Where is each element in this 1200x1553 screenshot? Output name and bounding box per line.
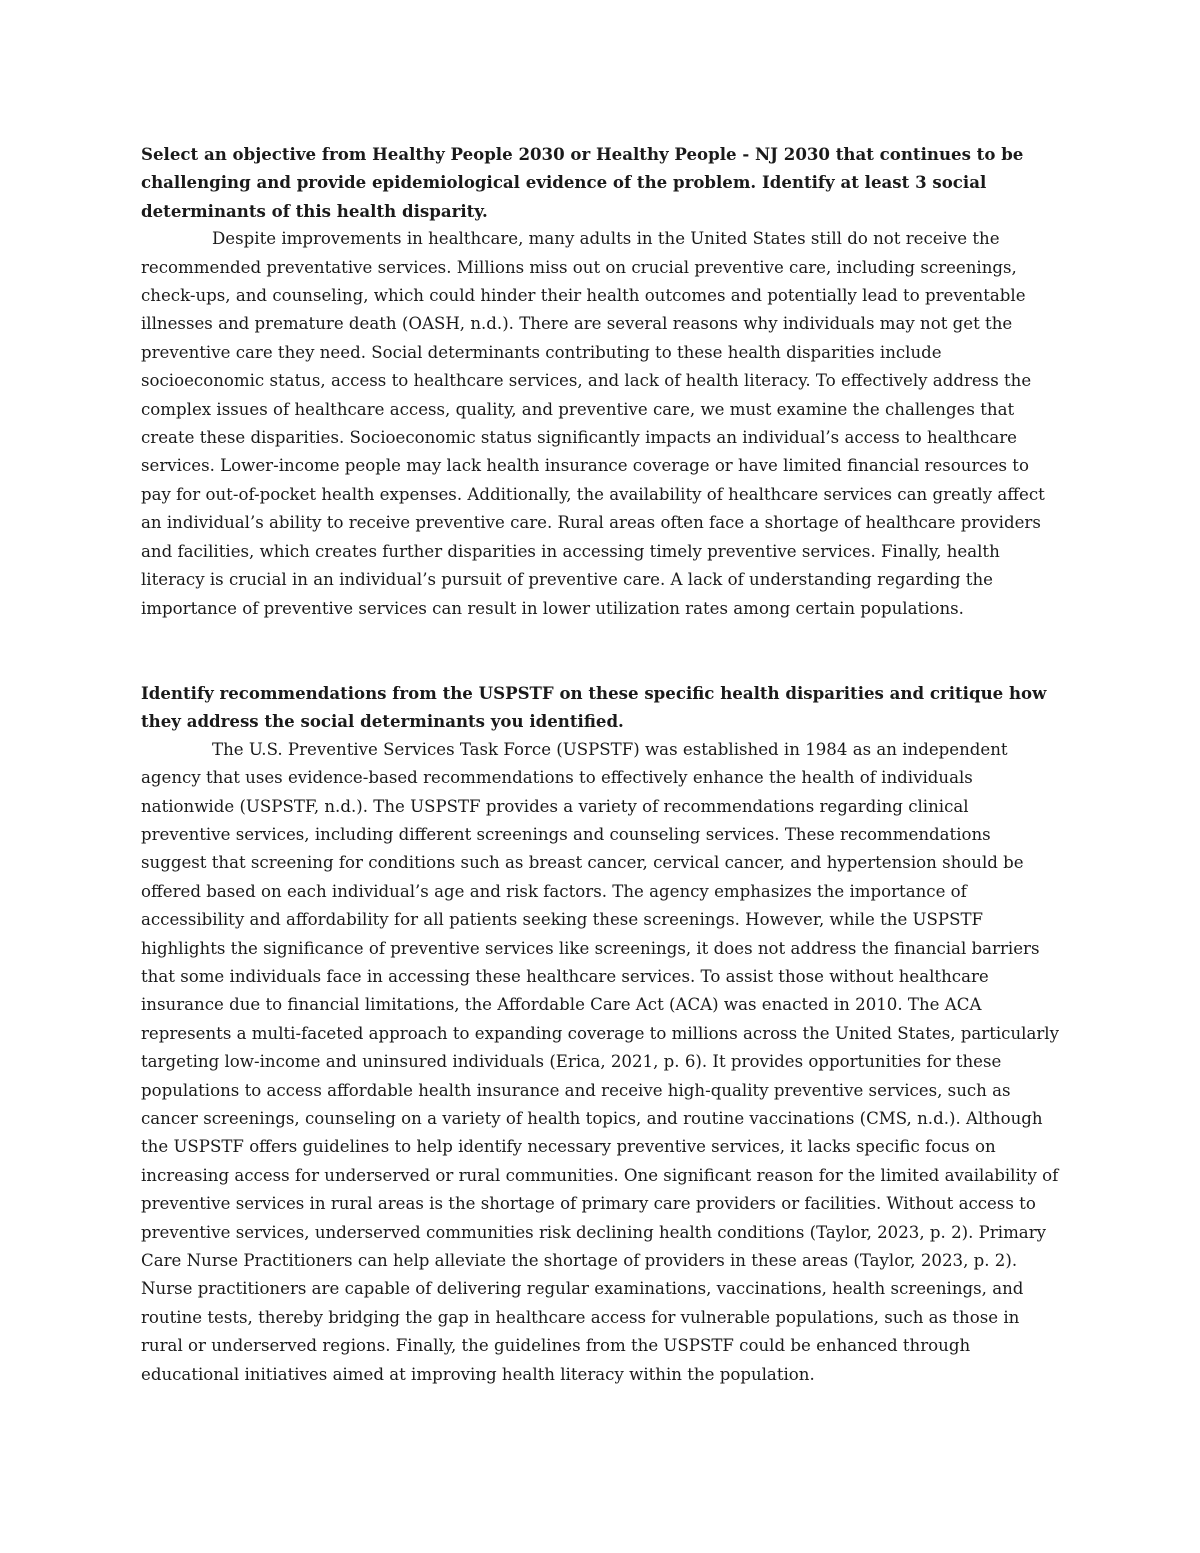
section-objective [141, 140, 1061, 623]
document-page [141, 140, 1061, 1389]
section-heading: Select an objective from Healthy People 2030 or Healthy People - NJ 2030 that continues to be challenging and provide epidemiological evidence of the problem. Identify at least 3 social determinants of this health disparity. [141, 144, 1024, 221]
section-body: Despite improvements in healthcare, many adults in the United States still do not receive the recommended preventative services. Millions miss out on crucial preventive care, including screenings, check-ups, and counseling, which could hinder their health outcomes and potentially lead to preventable illnesses and premature death (OASH, n.d.). There are several reasons why individuals may not get the preventive care they need. Social determinants contributing to these health disparities include socioeconomic status, access to healthcare services, and lack of health literacy. To effectively address the complex issues of healthcare access, quality, and preventive care, we must examine the challenges that create these disparities. Socioeconomic status significantly impacts an individual’s access to healthcare services. Lower-income people may lack health insurance coverage or have limited financial resources to pay for out-of-pocket health expenses. Additionally, the availability of healthcare services can greatly affect an individual’s ability to receive preventive care. Rural areas often face a shortage of healthcare providers and facilities, which creates further disparities in accessing timely preventive services. Finally, health literacy is crucial in an individual’s pursuit of preventive care. A lack of understanding regarding the importance of preventive services can result in lower utilization rates among certain populations. [141, 229, 1045, 618]
section-heading: Identify recommendations from the USPSTF on these specific health disparities and critique how they address the social determinants you identified. [141, 682, 1047, 732]
section-recommendations [141, 679, 1061, 1389]
section-spacer [141, 623, 1061, 679]
section-body: The U.S. Preventive Services Task Force (USPSTF) was established in 1984 as an independent agency that uses evidence-based recommendations to effectively enhance the health of individuals nationwide (USPSTF, n.d.). The USPSTF provides a variety of recommendations regarding clinical preventive services, including different screenings and counseling services. These recommendations suggest that screening for conditions such as breast cancer, cervical cancer, and hypertension should be offered based on each individual’s age and risk factors. The agency emphasizes the importance of accessibility and affordability for all patients seeking these screenings. However, while the USPSTF highlights the significance of preventive services like screenings, it does not address the financial barriers that some individuals face in accessing these healthcare services. To assist those without healthcare insurance due to financial limitations, the Affordable Care Act (ACA) was enacted in 2010. The ACA represents a multi-faceted approach to expanding coverage to millions across the United States, particularly targeting low-income and uninsured individuals (Erica, 2021, p. 6). It provides opportunities for these populations to access affordable health insurance and receive high-quality preventive services, such as cancer screenings, counseling on a variety of health topics, and routine vaccinations (CMS, n.d.). Although the USPSTF offers guidelines to help identify necessary preventive services, it lacks specific focus on increasing access for underserved or rural communities. One significant reason for the limited availability of preventive services in rural areas is the shortage of primary care providers or facilities. Without access to preventive services, underserved communities risk declining health conditions (Taylor, 2023, p. 2). Primary Care Nurse Practitioners can help alleviate the shortage of providers in these areas (Taylor, 2023, p. 2). Nurse practitioners are capable of delivering regular examinations, vaccinations, health screenings, and routine tests, thereby bridging the gap in healthcare access for vulnerable populations, such as those in rural or underserved regions. Finally, the guidelines from the USPSTF could be enhanced through educational initiatives aimed at improving health literacy within the population. [141, 739, 1059, 1384]
